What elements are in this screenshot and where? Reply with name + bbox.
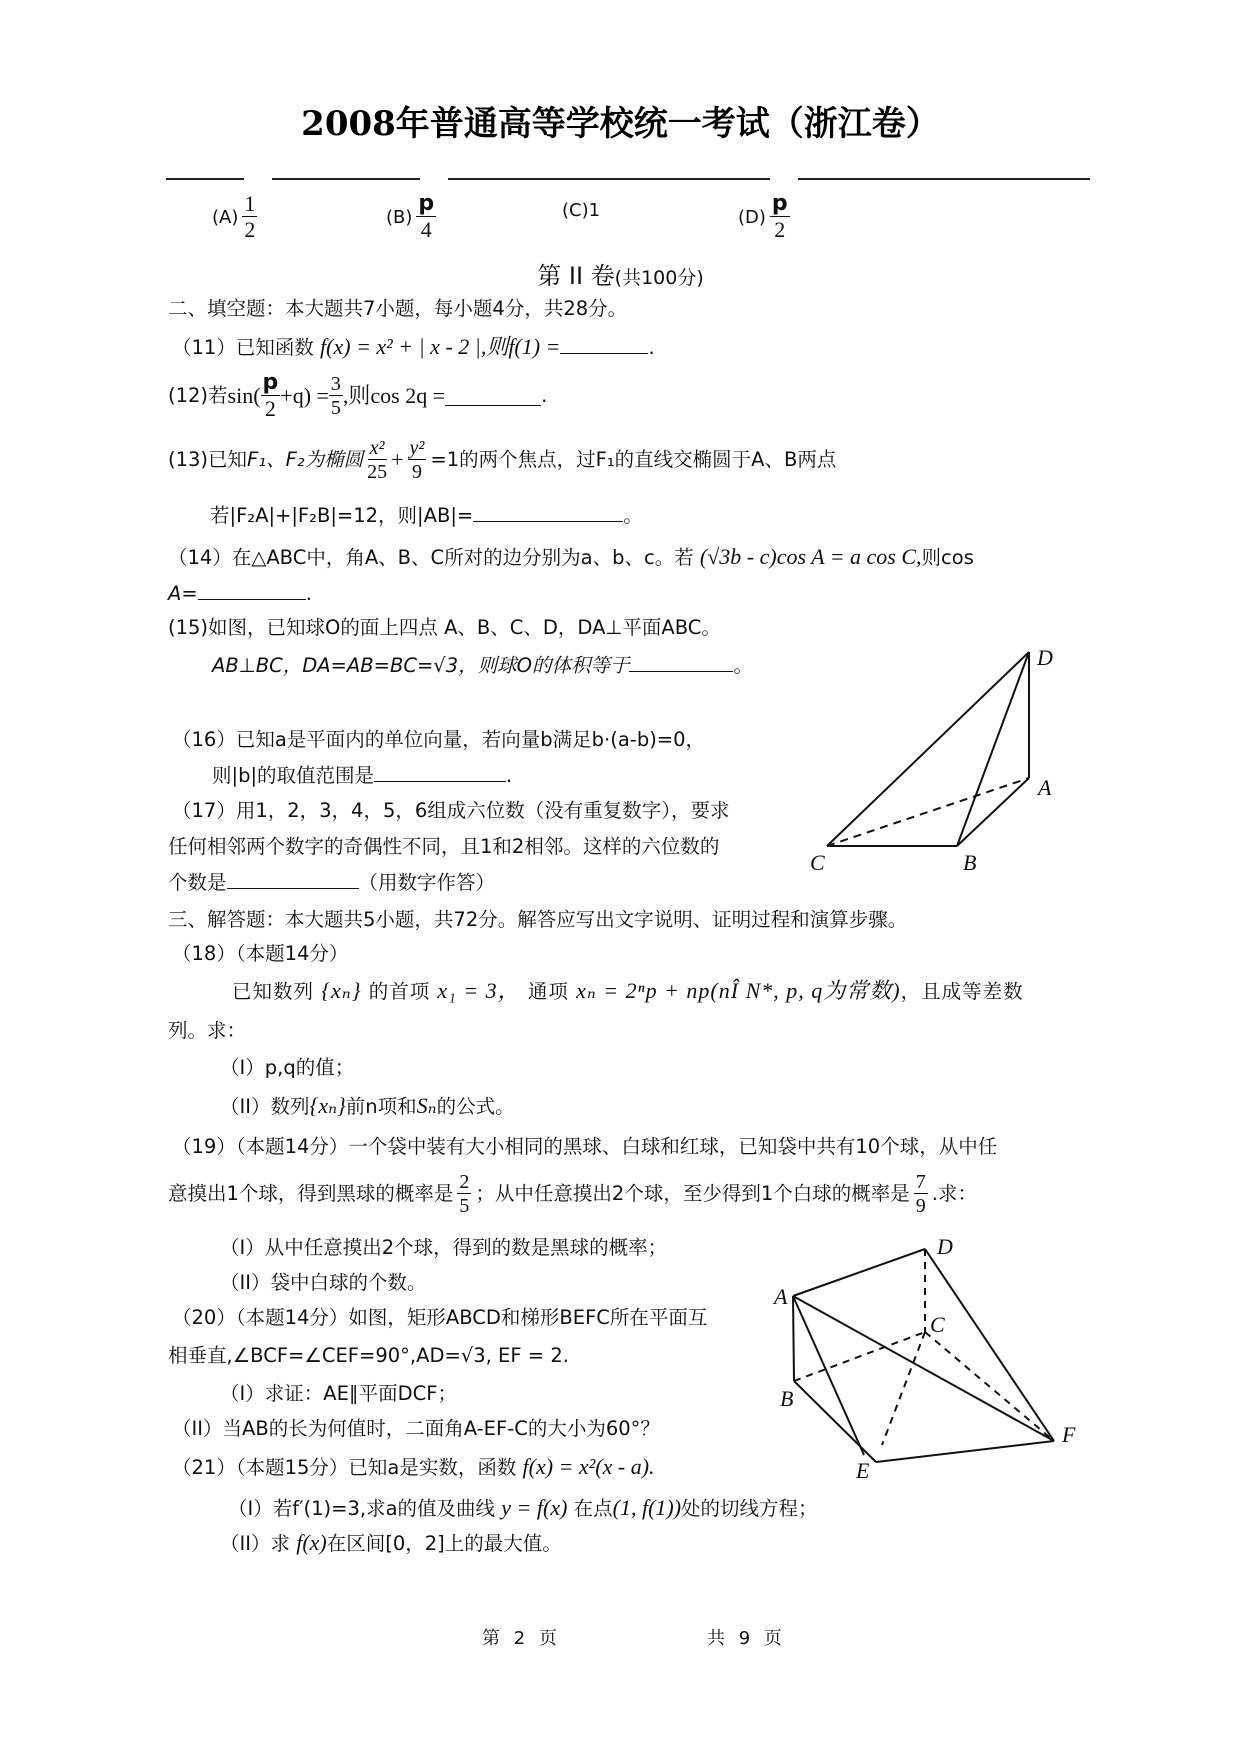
vertex-label-a: A (774, 1284, 788, 1309)
part2-title: 第 II 卷 (537, 262, 615, 290)
punctuation: . (541, 384, 548, 408)
numerator: 1 (244, 191, 256, 216)
question-15 (168, 618, 721, 638)
question-18-line2: 列。求： (168, 1019, 247, 1042)
question-14 (168, 546, 974, 568)
option-a (212, 193, 257, 241)
vertex-label-e: E (856, 1458, 870, 1483)
denominator: 5 (330, 397, 341, 419)
numerator: p (771, 191, 788, 216)
math-expression: (1, f(1)) (612, 1495, 682, 1520)
question-13-line2 (210, 506, 643, 526)
vertex-label-d: D (1037, 645, 1053, 670)
page-total: 共 9 页 (707, 1628, 786, 1649)
question-13 (168, 438, 836, 482)
question-text: .求： (931, 1182, 977, 1206)
fraction (457, 1172, 471, 1216)
question-text: AB⊥BC，DA=AB=BC=√3，则球O的体积等于 (212, 654, 630, 677)
answer-blank[interactable] (227, 887, 359, 889)
question-21-part2 (220, 1532, 562, 1554)
answer-blank[interactable] (374, 780, 506, 782)
question-text: F₁、F₂为椭圆 (247, 448, 364, 472)
question-text: （II）求 (220, 1532, 291, 1555)
question-18-line1 (232, 980, 1024, 1002)
question-text: 用1，2，3，4，5，6组成六位数（没有重复数字），要求 (235, 799, 730, 822)
denominator: 9 (915, 1195, 926, 1217)
solid-figure (760, 1230, 1100, 1490)
math-expression: Sₙ (416, 1093, 437, 1118)
math-expression: {xₙ} (309, 1093, 346, 1118)
option-label: (D) (738, 206, 766, 228)
math-expression: y = f(x) (501, 1495, 568, 1520)
question-20-line2: 相垂直,∠BCF=∠CEF=90°,AD=√3, EF = 2. (168, 1344, 569, 1367)
question-number: (15) (168, 616, 209, 639)
question-text: （用数字作答） (358, 871, 496, 894)
question-text: 在点 (573, 1497, 613, 1520)
answer-blank[interactable] (445, 404, 541, 406)
page-number: 第 2 页 (482, 1628, 561, 1649)
fraction (408, 438, 427, 482)
question-text: 如图，已知球O的面上四点 A、B、C、D，DA⊥平面ABC。 (208, 616, 721, 639)
question-text: 一个袋中装有大小相同的黑球、白球和红球，已知袋中共有10个球，从中任 (348, 1135, 998, 1158)
part2-points: (共100分) (614, 267, 704, 289)
question-15-line2 (212, 656, 753, 676)
math-expression: sin( (227, 383, 261, 408)
question-text: 已知a是平面内的单位向量，若向量b满足b·(a-b)=0， (235, 728, 706, 751)
question-18-part2 (220, 1095, 515, 1117)
vertex-label-a: A (1038, 775, 1052, 800)
question-text: =1的两个焦点，过F₁的直线交椭圆于A、B两点 (430, 448, 837, 472)
question-number: （20）（本题14分） (172, 1306, 349, 1329)
punctuation: 。 (623, 504, 643, 527)
answer-blank[interactable] (198, 598, 306, 600)
math-expression: x₁ = 3， (437, 978, 521, 1003)
numerator: 2 (459, 1171, 470, 1193)
question-text: 如图，矩形ABCD和梯形BEFC所在平面互 (348, 1306, 708, 1329)
option-label: (B) (386, 206, 413, 228)
math-expression: ,则cos 2q = (342, 383, 446, 408)
numerator: p (262, 370, 279, 395)
question-18-part1: （I）p,q的值； (220, 1056, 355, 1079)
question-17 (172, 801, 730, 821)
vertex-label-d: D (937, 1234, 953, 1259)
question-text: 的公式。 (436, 1095, 515, 1118)
math-expression: (nÎ N*, p, q为常数) (710, 978, 901, 1003)
answer-blank[interactable] (629, 670, 733, 672)
option-c (562, 200, 600, 221)
question-text: ；从中任意摸出2个球，至少得到1个白球的概率是 (475, 1182, 910, 1206)
math-expression: +q) = (280, 383, 329, 408)
punctuation: 。 (733, 654, 753, 677)
question-number: (13)已知 (168, 448, 248, 472)
question-21 (172, 1456, 655, 1478)
question-number: （16） (172, 728, 236, 751)
question-text: 已知a是实数，函数 (348, 1456, 517, 1479)
tetrahedron-figure (800, 630, 1100, 880)
math-expression: f(x) = x²(x - a). (522, 1454, 655, 1479)
question-text: 的首项 (368, 980, 431, 1003)
fraction (914, 1172, 928, 1216)
punctuation: . (648, 336, 655, 359)
question-18: （18）（本题14分） (172, 942, 349, 965)
option-d (738, 193, 790, 241)
math-expression: {xₙ} (321, 978, 362, 1003)
question-text: （I）若f′(1)=3,求a的值及曲线 (228, 1497, 496, 1520)
math-expression: xₙ = 2ⁿp + np (576, 978, 711, 1003)
question-12 (168, 372, 547, 420)
question-text: （II）数列 (220, 1095, 310, 1118)
question-text: ，且成等差数 (900, 980, 1024, 1003)
numerator: 7 (915, 1171, 926, 1193)
question-number: (12)若 (168, 384, 228, 408)
question-text: 则cos (921, 546, 974, 569)
document-title: 2008年普通高等学校统一考试（浙江卷） (301, 104, 940, 144)
question-21-part1 (228, 1497, 818, 1519)
question-19-part1: （I）从中任意摸出2个球，得到的数是黑球的概率； (220, 1236, 668, 1259)
numerator: 3 (330, 373, 341, 395)
numerator: p (418, 191, 435, 216)
denominator: 4 (420, 217, 432, 242)
math-expression: f(x) = x² + | x - 2 |,则f(1) = (320, 334, 561, 359)
question-14-line2 (168, 584, 312, 604)
question-19-part2: （II）袋中白球的个数。 (220, 1271, 427, 1294)
denominator: 2 (774, 217, 786, 242)
denominator: 9 (411, 461, 422, 483)
divider (166, 178, 244, 180)
vertex-label-b: B (780, 1386, 794, 1411)
question-text: 处的切线方程； (681, 1497, 818, 1520)
vertex-label-b: B (963, 850, 977, 875)
math-expression: f(x) (296, 1530, 327, 1555)
question-text: 个数是 (168, 871, 227, 894)
question-number: （17） (172, 799, 236, 822)
option-label: (C)1 (562, 200, 601, 221)
question-number: （14） (168, 546, 232, 569)
punctuation: . (506, 764, 513, 787)
math-expression: (√3b - c)cos A = a cos C, (699, 544, 922, 569)
vertex-label-c: C (810, 850, 825, 875)
question-text: A= (168, 582, 198, 605)
denominator: 2 (244, 217, 256, 242)
denominator: 25 (367, 461, 388, 483)
question-text: 则|b|的取值范围是 (212, 764, 375, 787)
question-16 (172, 730, 705, 750)
section2-heading: 二、填空题：本大题共7小题，每小题4分，共28分。 (168, 297, 628, 320)
question-text: 前n项和 (345, 1095, 417, 1118)
question-text: 已知函数 (235, 336, 314, 359)
divider (448, 178, 770, 180)
question-number: （19）（本题14分） (172, 1135, 349, 1158)
vertex-label-c: C (930, 1312, 945, 1337)
question-16-line2 (212, 766, 512, 786)
fraction (242, 193, 257, 241)
fraction (367, 438, 387, 482)
fraction (261, 372, 281, 420)
fraction (329, 374, 343, 418)
vertex-label-f: F (1062, 1422, 1076, 1447)
math-operator: + (391, 447, 404, 472)
question-19 (172, 1137, 997, 1157)
question-11 (172, 336, 655, 358)
option-label: (A) (212, 206, 239, 228)
option-b (386, 193, 436, 241)
section3-heading: 三、解答题：本大题共5小题，共72分。解答应写出文字说明、证明过程和演算步骤。 (168, 908, 908, 931)
question-17-line2: 任何相邻两个数字的奇偶性不同，且1和2相邻。这样的六位数的 (168, 835, 720, 858)
question-number: （11） (172, 336, 236, 359)
answer-blank[interactable] (560, 352, 648, 354)
question-20-part1: （I）求证：AE∥平面DCF； (220, 1382, 458, 1405)
question-text: 在区间[0，2]上的最大值。 (326, 1532, 562, 1555)
numerator: y² (409, 437, 425, 459)
fraction (416, 193, 436, 241)
denominator: 5 (459, 1195, 470, 1217)
question-17-line3 (168, 873, 495, 893)
divider (798, 178, 1090, 180)
numerator: x² (369, 437, 385, 459)
divider (272, 178, 420, 180)
denominator: 2 (264, 396, 276, 421)
fraction (770, 193, 790, 241)
punctuation: . (305, 582, 312, 605)
question-text: 若|F₂A|+|F₂B|=12，则|AB|= (210, 504, 474, 527)
question-text: 通项 (527, 980, 569, 1003)
answer-blank[interactable] (473, 520, 623, 522)
question-text: 在△ABC中，角A、B、C所对的边分别为a、b、c。若 (231, 546, 694, 569)
question-19-line2 (168, 1172, 977, 1216)
question-text: 已知数列 (232, 980, 315, 1003)
part2-heading (0, 256, 1241, 291)
question-20-part2: （II）当AB的长为何值时，二面角A-EF-C的大小为60°？ (172, 1417, 660, 1440)
question-number: （21）（本题15分） (172, 1456, 349, 1479)
question-text: 意摸出1个球，得到黑球的概率是 (168, 1182, 454, 1206)
question-20 (172, 1308, 707, 1328)
